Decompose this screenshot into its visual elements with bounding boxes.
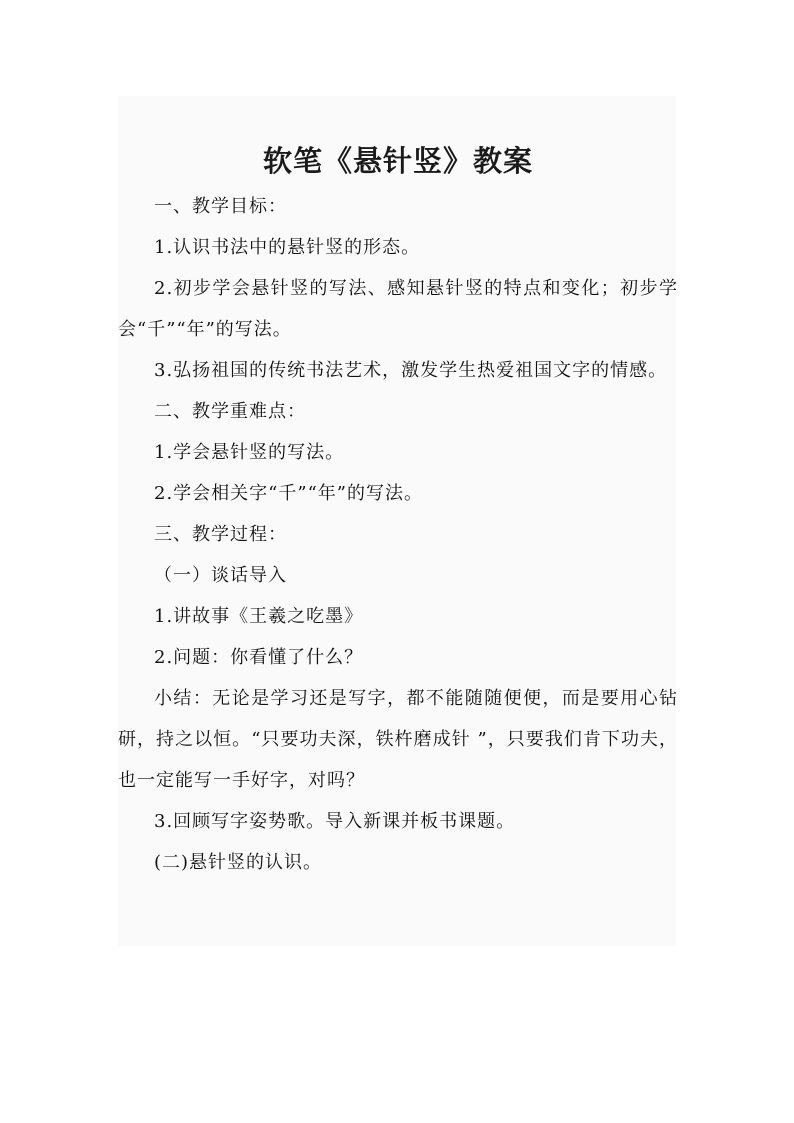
goal-item-1: 1.认识书法中的悬针竖的形态。: [154, 237, 421, 258]
goal-item-3: 3.弘扬祖国的传统书法艺术，激发学生热爱祖国文字的情感。: [154, 360, 668, 381]
heading-teaching-process: 三、教学过程：: [154, 524, 287, 545]
key-point-item-2: 2.学会相关字“千”“年”的写法。: [154, 483, 423, 504]
summary-paragraph: 小结：无论是学习还是写字，都不能随随便便，而是要用心钻研，持之以恒。“只要功夫深，铁杵磨成针 ”，只要我们肯下功夫，也一定能写一手好字，对吗？: [118, 688, 678, 791]
process-item-3: 3.回顾写字姿势歌。导入新课并板书课题。: [154, 811, 516, 832]
key-point-item-1: 1.学会悬针竖的写法。: [154, 442, 345, 463]
goal-item-2: 2.初步学会悬针竖的写法、感知悬针竖的特点和变化；初步学会“千”“年”的写法。: [118, 278, 678, 340]
subheading-recognition: (二)悬针竖的认识。: [154, 852, 323, 873]
document-title: 软笔《悬针竖》教案: [262, 144, 533, 178]
document-content: [118, 140, 678, 883]
subheading-intro: （一）谈话导入: [154, 565, 287, 586]
process-item-2: 2.问题：你看懂了什么？: [154, 647, 364, 668]
heading-teaching-goals: 一、教学目标：: [154, 196, 287, 217]
process-item-1: 1.讲故事《王羲之吃墨》: [154, 606, 364, 627]
heading-key-points: 二、教学重难点：: [154, 401, 306, 422]
